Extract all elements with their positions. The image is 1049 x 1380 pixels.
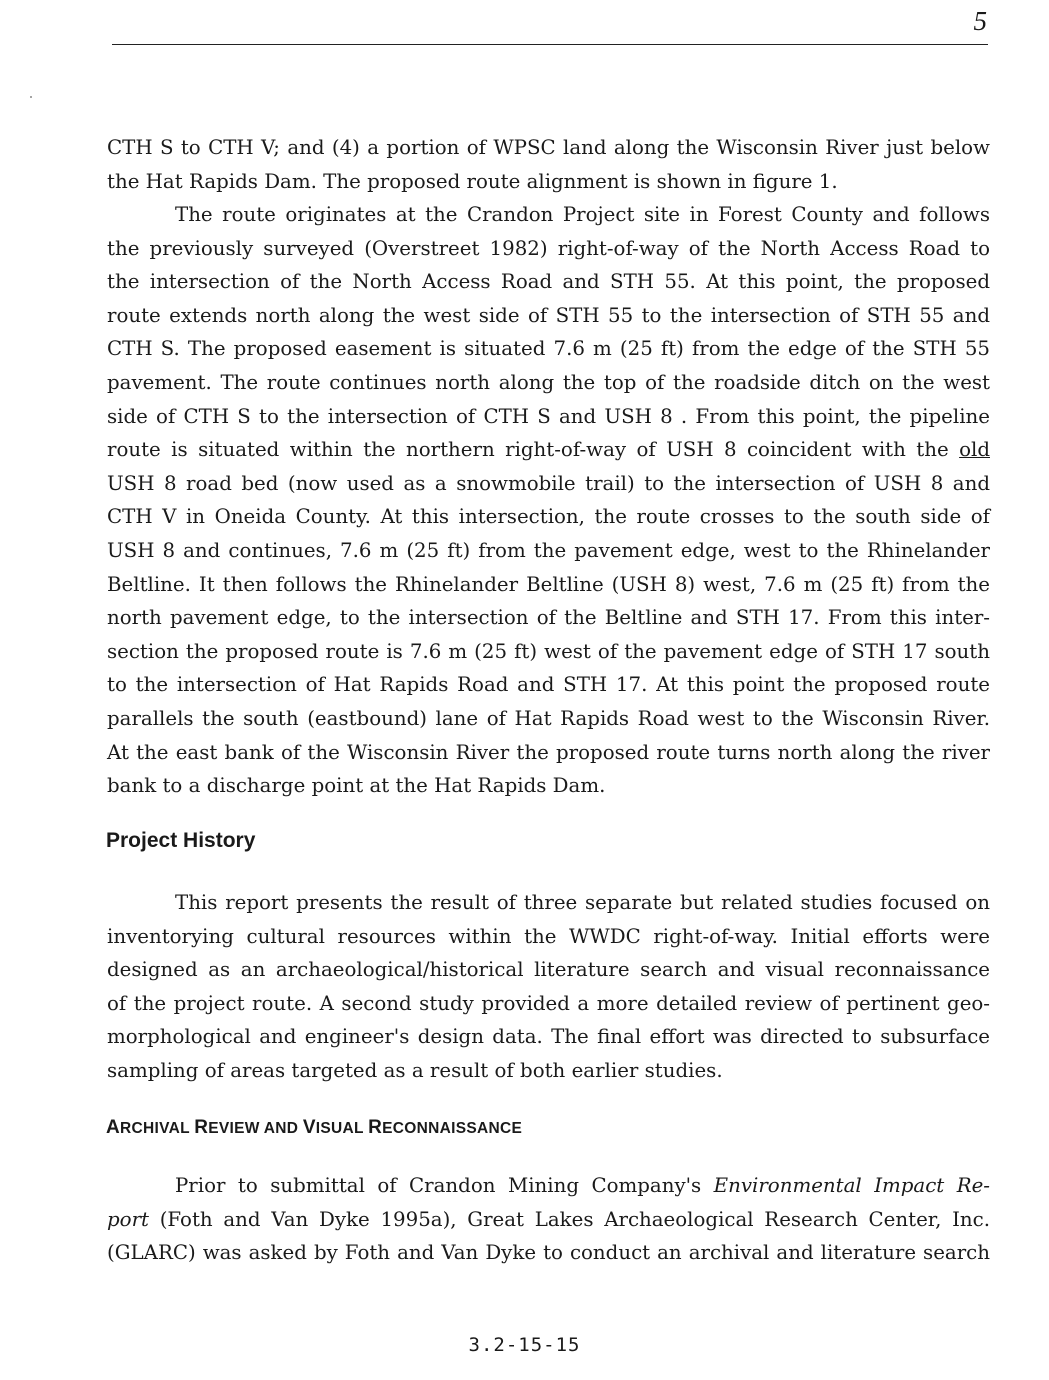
text-line: At the east bank of the Wisconsin River the proposed route turns north along the river: [107, 740, 990, 764]
scan-speck: [30, 96, 32, 98]
text-line: the previously surveyed (Overstreet 1982) right-of-way of the North Access Road to: [107, 236, 990, 260]
text-line: bank to a discharge point at the Hat Rapids Dam.: [107, 774, 606, 798]
heading-word: REVIEW: [194, 1117, 260, 1138]
heading-word: AND: [263, 1120, 299, 1137]
route-paragraph: [107, 198, 990, 803]
archival-review-paragraph: [107, 1169, 990, 1270]
text-line: the intersection of the North Access Road and STH 55. At this point, the proposed: [107, 270, 990, 294]
report-title: port: [107, 1207, 149, 1231]
text-line: inventorying cultural resources within the WWDC right-of-way. Initial efforts were: [107, 924, 990, 948]
text-line: side of CTH S to the intersection of CTH S and USH 8 . From this point, the pipeline: [107, 404, 990, 428]
text-line: USH 8 and continues, 7.6 m (25 ft) from the pavement edge, west to the Rhinelander: [107, 538, 990, 562]
subsection-heading-archival-review: [106, 1117, 522, 1139]
intro-paragraph: [107, 131, 990, 198]
text-line: USH 8 road bed (now used as a snowmobile trail) to the intersection of USH 8 and: [107, 471, 990, 495]
text-line: north pavement edge, to the intersection of the Beltline and STH 17. From this inter-: [107, 606, 990, 630]
heading-word: VISUAL: [302, 1117, 364, 1138]
text-line: CTH S to CTH V; and (4) a portion of WPSC land along the Wisconsin River just below: [107, 136, 990, 159]
text-line: section the proposed route is 7.6 m (25 ft) west of the pavement edge of STH 17 south: [107, 639, 990, 663]
text-line: port (Foth and Van Dyke 1995a), Great Lakes Archaeological Research Center, Inc.: [107, 1207, 990, 1231]
text-line-with-underline: [107, 433, 990, 467]
text-line: sampling of areas targeted as a result of both earlier studies.: [107, 1058, 723, 1082]
text-line: Beltline. It then follows the Rhinelander Beltline (USH 8) west, 7.6 m (25 ft) from the: [107, 572, 990, 596]
text-line: the Hat Rapids Dam. The proposed route alignment is shown in figure 1.: [107, 169, 838, 193]
text-line: pavement. The route continues north along the top of the roadside ditch on the west: [107, 370, 990, 394]
text-line: to the intersection of Hat Rapids Road and STH 17. At this point the proposed route: [107, 673, 990, 697]
heading-word: RECONNAISSANCE: [368, 1117, 523, 1138]
text-line: This report presents the result of three separate but related studies focused on: [175, 891, 990, 914]
text-line: route extends north along the west side of STH 55 to the intersection of STH 55 and: [107, 303, 990, 327]
text-line: CTH V in Oneida County. At this intersection, the route crosses to the south side of: [107, 505, 990, 529]
report-title: Environmental Impact Re-: [713, 1174, 990, 1197]
text-line: of the project route. A second study provided a more detailed review of pertinent geo-: [107, 991, 990, 1015]
text-line: CTH S. The proposed easement is situated 7.6 m (25 ft) from the edge of the STH 55: [107, 337, 990, 361]
text-line: morphological and engineer's design data. The final effort was directed to subsurface: [107, 1025, 990, 1049]
heading-word: ARCHIVAL: [106, 1117, 190, 1138]
page-number: 5: [973, 6, 987, 36]
text-segment: route is situated within the northern right-of-way of USH 8 coincident with the: [107, 438, 960, 462]
header-rule: [112, 44, 988, 45]
text-line: parallels the south (eastbound) lane of Hat Rapids Road west to the Wisconsin River.: [107, 706, 990, 730]
text-line: The route originates at the Crandon Project site in Forest County and follows: [175, 203, 990, 226]
document-code: 3.2-15-15: [468, 1334, 581, 1356]
text-line: (GLARC) was asked by Foth and Van Dyke to conduct an archival and literature search: [107, 1241, 990, 1265]
underlined-word: old: [959, 438, 990, 462]
project-history-paragraph: [107, 886, 990, 1088]
text-line: designed as an archaeological/historical literature search and visual reconnaissance: [107, 958, 990, 982]
text-line: Prior to submittal of Crandon Mining Company's Environmental Impact Re-: [175, 1174, 990, 1197]
section-heading-project-history: Project History: [106, 829, 256, 852]
